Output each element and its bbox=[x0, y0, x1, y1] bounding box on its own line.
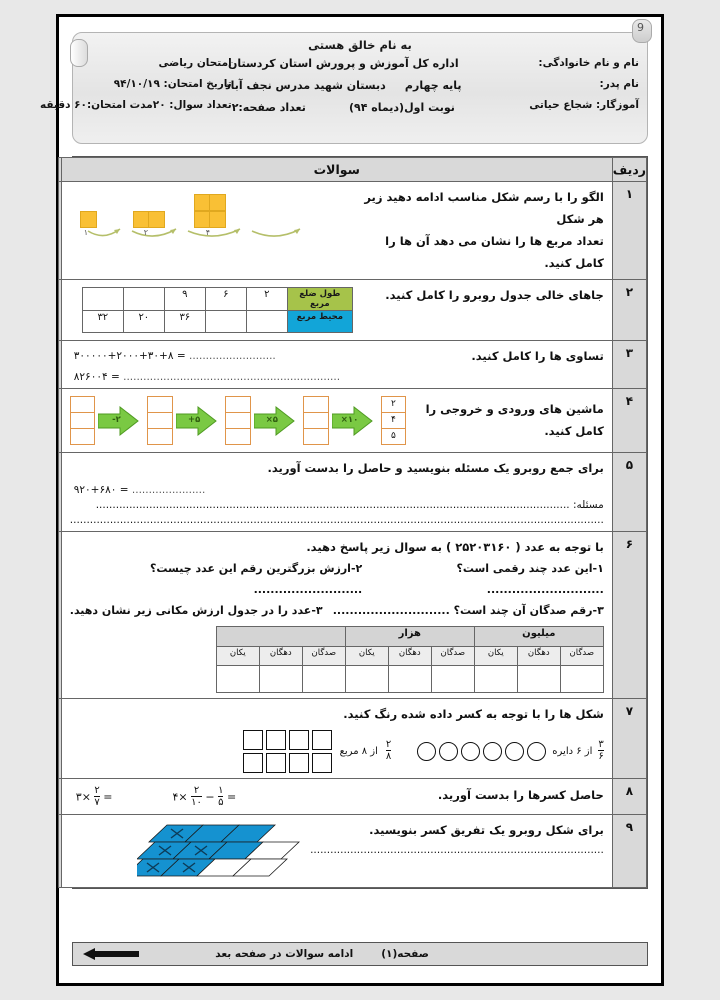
q1-body bbox=[61, 182, 612, 280]
exam-sheet bbox=[39, 14, 664, 986]
expr2-denominator-2: ۵ bbox=[218, 797, 224, 809]
duration-line: مدت امتحان:۶۰ دقیقه bbox=[39, 99, 153, 111]
q8-body bbox=[61, 778, 612, 814]
table-row bbox=[58, 341, 646, 389]
sheet-inner bbox=[39, 20, 658, 980]
expr1-fraction bbox=[94, 786, 99, 809]
table-header-row bbox=[58, 158, 646, 182]
unit-dahgan: دهگان bbox=[388, 646, 431, 665]
q1-number: ۱ bbox=[612, 182, 646, 280]
q7-circles[interactable] bbox=[417, 742, 546, 761]
q4-line1: ماشین های ورودی و خروجی را bbox=[425, 402, 604, 417]
q2-row-perimeter bbox=[82, 311, 352, 333]
count-duration-row bbox=[39, 99, 232, 111]
bismillah-text: به نام خالق هستی bbox=[308, 38, 412, 52]
machine-arrow-1 bbox=[332, 404, 378, 438]
expr2-numerator-2: ۱ bbox=[218, 784, 224, 796]
q1-score-cell[interactable] bbox=[58, 182, 61, 280]
q7-line1: شکل ها را با توجه به کسر داده شده رنگ کنید. bbox=[343, 706, 604, 721]
q2-cell[interactable]: ۳۲ bbox=[82, 311, 123, 333]
table-row bbox=[58, 453, 646, 532]
place-value-cell[interactable] bbox=[388, 665, 431, 692]
pattern-label-1: ۱ bbox=[83, 228, 89, 237]
q8-expr1 bbox=[76, 786, 113, 809]
footer-continued-label: ادامه سوالات در صفحه بعد bbox=[215, 948, 354, 960]
expr2-fraction-1 bbox=[191, 786, 202, 809]
place-value-cell[interactable] bbox=[259, 665, 302, 692]
q7-body bbox=[61, 698, 612, 778]
unit-dahgan: دهگان bbox=[517, 646, 560, 665]
group-units bbox=[216, 626, 345, 646]
q9-dots-line[interactable]: ........................................................................................ bbox=[310, 844, 604, 857]
q2-cell[interactable] bbox=[82, 288, 123, 311]
page-footer bbox=[72, 942, 648, 966]
q7-fraction-2 bbox=[386, 740, 391, 763]
footer-arrow-icon bbox=[83, 945, 139, 964]
q7-frac1-text: از ۶ دایره bbox=[552, 745, 593, 757]
unit-yekan: یکان bbox=[474, 646, 517, 665]
q2-cell[interactable] bbox=[123, 288, 164, 311]
q3-line1: تساوی ها را کامل کنید. bbox=[471, 349, 604, 364]
place-value-blank-row bbox=[216, 665, 603, 692]
q5-number: ۵ bbox=[612, 453, 646, 532]
unit-sadgan: صدگان bbox=[431, 646, 474, 665]
q2-cell[interactable]: ۶ bbox=[205, 288, 246, 311]
header-col-student bbox=[455, 57, 639, 114]
place-value-cell[interactable] bbox=[345, 665, 388, 692]
machine-arrow-4 bbox=[98, 404, 144, 438]
circle-shape[interactable] bbox=[417, 742, 436, 761]
place-value-cell[interactable] bbox=[560, 665, 603, 692]
header-col-org bbox=[225, 57, 462, 114]
rhombus-grid-icon bbox=[137, 820, 347, 878]
q3-body bbox=[61, 341, 612, 389]
machine-box-output4[interactable] bbox=[70, 396, 96, 445]
unit-sadgan: صدگان bbox=[560, 646, 603, 665]
q9-line1: برای شکل روبرو یک تفریق کسر بنویسید. bbox=[369, 822, 604, 837]
q3-eq2: ۸۲۶۰۰۴ = bbox=[73, 371, 120, 384]
table-row bbox=[58, 698, 646, 778]
unit-yekan: یکان bbox=[345, 646, 388, 665]
square-shape[interactable] bbox=[289, 753, 309, 773]
q2-body bbox=[61, 280, 612, 341]
q2-row-side bbox=[82, 288, 352, 311]
q4-figure bbox=[70, 394, 406, 447]
place-value-groups-row bbox=[216, 626, 603, 646]
expr2-coefficient: ۴× bbox=[172, 790, 188, 804]
q5-eq1: ۹۲۰+۶۸۰ = bbox=[73, 484, 129, 497]
pattern-square bbox=[209, 211, 226, 228]
machine-box-output1[interactable] bbox=[303, 396, 329, 445]
unit-sadgan: صدگان bbox=[302, 646, 345, 665]
expr2-numerator: ۲ bbox=[193, 784, 200, 796]
q2-cell[interactable]: ۲۰ bbox=[123, 311, 164, 333]
unit-dahgan: دهگان bbox=[259, 646, 302, 665]
pattern-square bbox=[209, 194, 226, 211]
q5-score-cell[interactable] bbox=[58, 453, 61, 532]
square-shape[interactable] bbox=[312, 730, 332, 750]
q4-number: ۴ bbox=[612, 389, 646, 453]
questions-table bbox=[58, 157, 647, 888]
expr1-equals: = bbox=[103, 790, 113, 804]
q2-cell[interactable] bbox=[205, 311, 246, 333]
place-value-cell[interactable] bbox=[431, 665, 474, 692]
q3-eq1-row bbox=[74, 350, 380, 362]
q2-cell[interactable]: ۹ bbox=[164, 288, 205, 311]
q4-body bbox=[61, 389, 612, 453]
q4-line2: کامل کنید. bbox=[544, 423, 604, 438]
q1-pattern-figure bbox=[70, 187, 353, 274]
q6-number: ۶ bbox=[612, 532, 646, 699]
q7-squares-group bbox=[243, 730, 392, 773]
q5-body bbox=[61, 453, 612, 532]
q3-equations bbox=[70, 346, 380, 383]
qcount-line: تعداد سوال: ۲۰ bbox=[152, 99, 232, 111]
expr2-equals: = bbox=[226, 790, 237, 804]
q2-row1-label: طول ضلع مربع bbox=[287, 288, 352, 311]
q3-eq2-dots[interactable]: ................................................................. bbox=[123, 371, 341, 384]
circle-shape[interactable] bbox=[527, 742, 546, 761]
q6-sub3[interactable]: ۳-رقم صدگان آن چند است؟ ............................ bbox=[332, 603, 604, 617]
frac2-denominator: ۸ bbox=[385, 751, 392, 763]
col-header-questions: سوالات bbox=[61, 158, 612, 182]
expr2-minus: − bbox=[205, 790, 215, 804]
q4-score-cell[interactable] bbox=[58, 389, 61, 453]
header-col-exam bbox=[39, 57, 232, 114]
table-row bbox=[58, 532, 646, 699]
date-line: تاریخ امتحان: ۹۴/۱۰/۱۹ bbox=[113, 78, 232, 90]
q5-eq-row bbox=[74, 484, 604, 496]
school-line: دبستان شهید مدرس نجف آباد bbox=[225, 79, 386, 92]
frac1-denominator: ۶ bbox=[598, 751, 604, 763]
q8-score-cell[interactable] bbox=[58, 778, 61, 814]
machine-arrow-3 bbox=[176, 404, 222, 438]
q3-eq1-dots[interactable]: .......................... bbox=[188, 350, 276, 363]
machine-op-4: -۲ bbox=[112, 414, 121, 425]
exam-header bbox=[39, 32, 648, 144]
q2-cell[interactable] bbox=[246, 311, 287, 333]
q6-score-cell[interactable] bbox=[58, 532, 61, 699]
table-row bbox=[58, 182, 646, 280]
questions-table-wrapper bbox=[69, 156, 648, 889]
circle-shape[interactable] bbox=[461, 742, 480, 761]
q3-number: ۳ bbox=[612, 341, 646, 389]
q5-prompt[interactable]: مسئله: .............................................................................................................................................. bbox=[95, 499, 604, 512]
machine-input-2: ۴ bbox=[382, 413, 406, 429]
square-shape[interactable] bbox=[243, 753, 263, 773]
q5-dots-line[interactable]: ................................................................................................................................................................ bbox=[69, 514, 604, 527]
q6-body bbox=[61, 532, 612, 699]
col-header-row: ردیف bbox=[612, 158, 646, 182]
q2-table bbox=[82, 287, 353, 333]
q2-score-cell[interactable] bbox=[58, 280, 61, 341]
q9-score-cell[interactable] bbox=[58, 814, 61, 887]
q7-circles-group bbox=[417, 740, 604, 763]
q7-fraction-1 bbox=[598, 740, 603, 763]
term-pages-row bbox=[232, 101, 455, 114]
field-name-label: نام و نام خانوادگی: bbox=[538, 57, 639, 69]
place-value-table bbox=[216, 626, 604, 693]
square-shape[interactable] bbox=[243, 730, 263, 750]
machine-input-1: ۲ bbox=[382, 397, 406, 413]
place-value-cell[interactable] bbox=[474, 665, 517, 692]
machine-op-3: +۵ bbox=[188, 414, 201, 425]
square-shape[interactable] bbox=[266, 753, 286, 773]
q3-eq1: ۳۰۰۰۰۰+۲۰۰۰+۳۰+۸ = bbox=[73, 350, 186, 363]
square-shape[interactable] bbox=[312, 753, 332, 773]
machine-input-3: ۵ bbox=[390, 431, 396, 442]
school-grade-line bbox=[225, 79, 462, 92]
q6-sub2[interactable]: ۲-ارزش بزرگترین رقم این عدد چیست؟ .......................... bbox=[150, 562, 363, 596]
q2-line1: جاهای خالی جدول روبرو را کامل کنید. bbox=[385, 288, 604, 303]
q1-line1: الگو را با رسم شکل مناسب ادامه دهید زیر هر شکل bbox=[364, 190, 604, 226]
q3-eq2-row bbox=[74, 371, 380, 383]
table-row bbox=[58, 814, 646, 887]
square-shape[interactable] bbox=[266, 730, 286, 750]
group-million: میلیون bbox=[474, 626, 603, 646]
pattern-label-4: ۴ bbox=[205, 228, 211, 237]
q6-figure bbox=[70, 622, 604, 693]
q7-figures bbox=[70, 730, 604, 773]
q8-expr2 bbox=[173, 786, 237, 809]
pattern-square bbox=[148, 211, 165, 228]
header-grid bbox=[39, 57, 639, 114]
machine-arrow-2 bbox=[254, 404, 300, 438]
q2-cell[interactable]: ۳۶ bbox=[164, 311, 205, 333]
q5-eq1-dots[interactable]: ...................... bbox=[131, 484, 206, 497]
subject-line: امتحان ریاضی bbox=[158, 57, 232, 69]
frac1-numerator: ۳ bbox=[598, 738, 604, 750]
circle-shape[interactable] bbox=[505, 742, 524, 761]
q7-squares[interactable] bbox=[243, 730, 332, 773]
pattern-label-2: ۲ bbox=[143, 228, 149, 237]
q2-figure bbox=[70, 285, 353, 335]
machine-box-output3[interactable] bbox=[147, 396, 173, 445]
expr1-denominator: ۷ bbox=[94, 797, 100, 809]
expr1-coefficient: ۳× bbox=[75, 790, 91, 804]
field-teacher-label: آموزگار: شجاع حیاتی bbox=[529, 99, 639, 111]
q2-number: ۲ bbox=[612, 280, 646, 341]
q3-score-cell[interactable] bbox=[58, 341, 61, 389]
q7-score-cell[interactable] bbox=[58, 698, 61, 778]
q7-number: ۷ bbox=[612, 698, 646, 778]
q8-number: ۸ bbox=[612, 778, 646, 814]
pattern-square bbox=[80, 211, 97, 228]
table-row bbox=[58, 778, 646, 814]
q8-expressions bbox=[70, 784, 390, 809]
machine-box-input bbox=[381, 396, 407, 445]
term-line: نوبت اول(دیماه ۹۴) bbox=[348, 101, 455, 114]
machine-op-1: ×۱۰ bbox=[340, 414, 359, 425]
circle-shape[interactable] bbox=[483, 742, 502, 761]
q6-sub1[interactable]: ۱-این عدد چند رقمی است؟ ............................ bbox=[456, 562, 604, 596]
q2-row2-label: محیط مربع bbox=[287, 311, 352, 333]
org-line: اداره کل آموزش و پرورش استان کردستان bbox=[227, 57, 459, 70]
place-value-units-row bbox=[216, 646, 603, 665]
q9-number: ۹ bbox=[612, 814, 646, 887]
grade-line: پایه چهارم bbox=[404, 79, 462, 92]
machine-box-output2[interactable] bbox=[225, 396, 251, 445]
place-value-cell[interactable] bbox=[216, 665, 259, 692]
expr2-fraction-2 bbox=[218, 786, 223, 809]
q9-figure bbox=[70, 820, 348, 882]
q7-frac2-text: از ۸ مربع bbox=[339, 745, 378, 757]
expr2-denominator: ۱۰ bbox=[191, 797, 202, 809]
q2-cell[interactable]: ۲ bbox=[246, 288, 287, 311]
machine-op-2: ×۵ bbox=[265, 414, 278, 425]
frac2-numerator: ۲ bbox=[385, 738, 392, 750]
place-value-cell[interactable] bbox=[517, 665, 560, 692]
q8-line1: حاصل کسرها را بدست آورید. bbox=[437, 788, 604, 803]
unit-yekan: یکان bbox=[216, 646, 259, 665]
square-shape[interactable] bbox=[289, 730, 309, 750]
q1-line2: تعداد مربع ها را نشان می دهد آن ها را کامل کنید. bbox=[385, 233, 604, 270]
field-father-label: نام پدر: bbox=[599, 78, 639, 90]
circle-shape[interactable] bbox=[439, 742, 458, 761]
table-row bbox=[58, 389, 646, 453]
q9-body bbox=[61, 814, 612, 887]
col-header-score bbox=[58, 158, 61, 182]
place-value-cell[interactable] bbox=[302, 665, 345, 692]
q6-line1: با توجه به عدد ( ۲۵۲۰۳۱۶۰ ) به سوال زیر پاسخ دهید. bbox=[306, 540, 604, 555]
group-thousand: هزار bbox=[345, 626, 474, 646]
expr1-numerator: ۲ bbox=[94, 784, 100, 796]
q5-line1: برای جمع روبرو یک مسئله بنویسید و حاصل را بدست آورید. bbox=[267, 461, 604, 476]
table-row bbox=[58, 280, 646, 341]
q6-sub4: ۳-عدد را در جدول ارزش مکانی زیر نشان دهید. bbox=[69, 603, 323, 617]
pages-line: تعداد صفحه:۲ bbox=[231, 101, 306, 114]
footer-page-label: صفحه(۱) bbox=[381, 948, 429, 960]
